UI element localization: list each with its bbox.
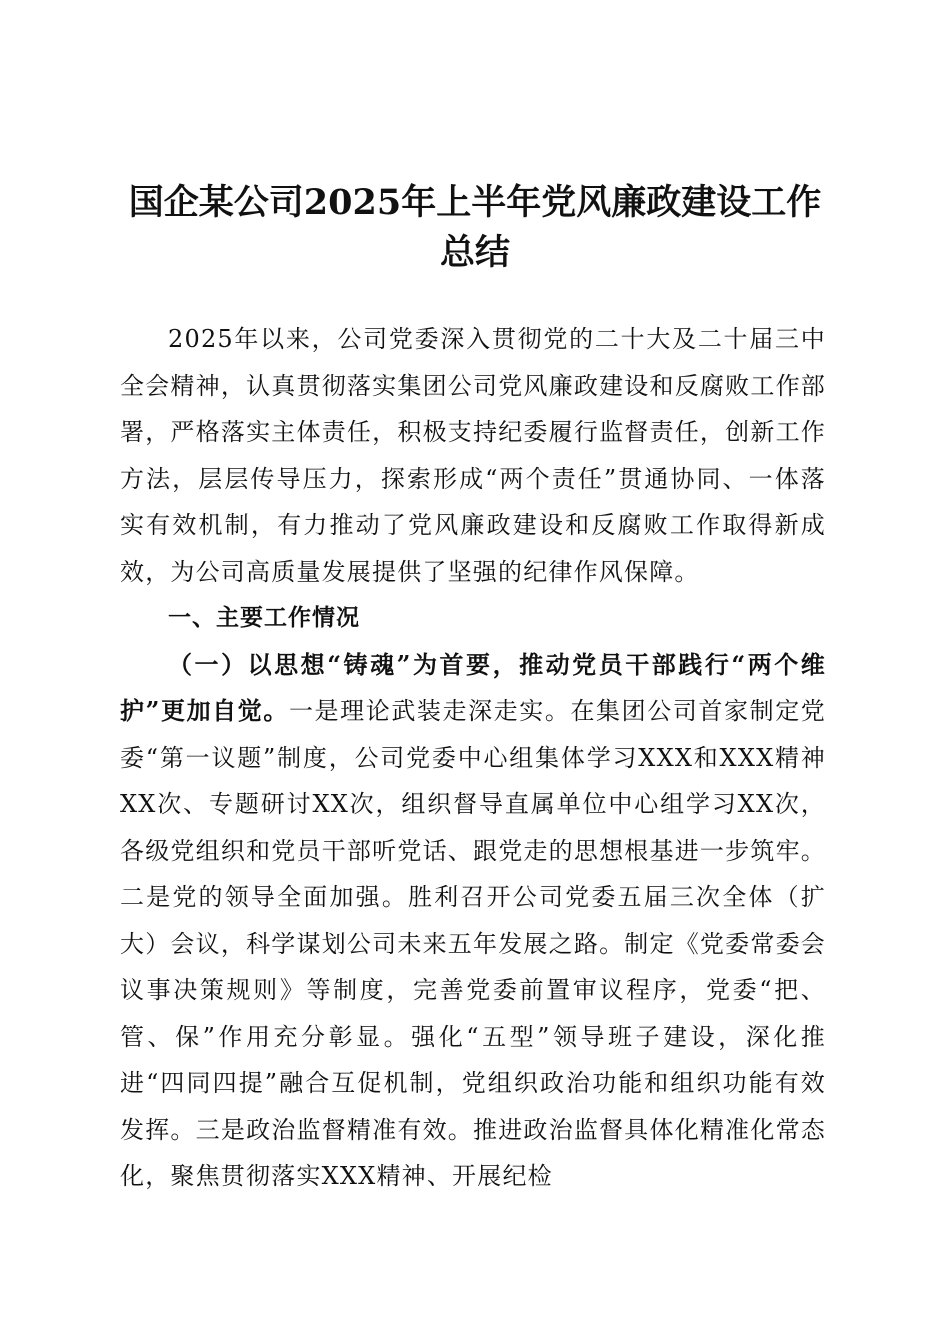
subsection-title: （一）以思想“铸魂”为首要，推动党员干部践行“两个维护”更加自觉。 [120,649,826,725]
title-line-1: 国企某公司2025年上半年党风廉政建设工作 [128,182,822,223]
section-heading: 一、主要工作情况 [168,605,360,631]
document-body [120,316,826,1200]
subsection-paragraph [120,642,826,1200]
title-line-2: 总结 [439,232,510,273]
subsection-body: 一是理论武装走深走实。在集团公司首家制定党委“第一议题”制度，公司党委中心组集体学习XXX和XXX精神XX次、专题研讨XX次，组织督导直属单位中心组学习XX次，各级党组织和党员干部听党话、跟党走的思想根基进一步筑牢。二是党的领导全面加强。胜利召开公司党委五届三次全体（扩大）会议，科学谋划公司未来五年发展之路。制定《党委常委会议事决策规则》等制度，完善党委前置审议程序，党委“把、管、保”作用充分彰显。强化“五型”领导班子建设，深化推进“四同四提”融合互促机制，党组织政治功能和组织功能有效发挥。三是政治监督精准有效。推进政治监督具体化精准化常态化，聚焦贯彻落实XXX精神、开展纪检 [120,697,826,1190]
document-title [120,178,830,278]
intro-paragraph: 2025年以来，公司党委深入贯彻党的二十大及二十届三中全会精神，认真贯彻落实集团公司党风廉政建设和反腐败工作部署，严格落实主体责任，积极支持纪委履行监督责任，创新工作方法，层层传导压力，探索形成“两个责任”贯通协同、一体落实有效机制，有力推动了党风廉政建设和反腐败工作取得新成效，为公司高质量发展提供了坚强的纪律作风保障。 [120,325,826,586]
